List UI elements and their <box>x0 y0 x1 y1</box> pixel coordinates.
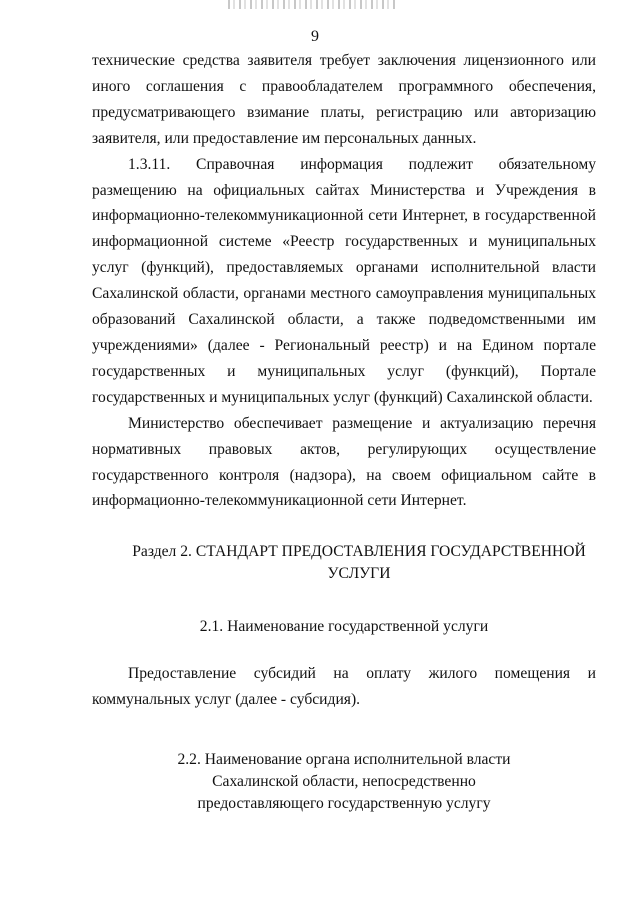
subsection-2-2-heading-line-3: предоставляющего государственную услугу <box>197 795 491 813</box>
subsection-2-2-heading-line-1: 2.2. Наименование органа исполнительной власти <box>177 751 511 769</box>
scan-artifact <box>228 0 398 9</box>
subsection-2-2-heading <box>92 749 596 815</box>
subsection-2-1-heading: 2.1. Наименование государственной услуги <box>199 618 489 636</box>
section-heading <box>92 541 596 585</box>
section-heading-line-1: Раздел 2. СТАНДАРТ ПРЕДОСТАВЛЕНИЯ ГОСУДАРСТВЕННОЙ <box>132 543 586 561</box>
document-body <box>92 48 596 815</box>
subsection-2-1-text: Предоставление субсидий на оплату жилого помещения и коммунальных услуг (далее - субсидия). <box>92 665 596 709</box>
paragraph-1-3-11: 1.3.11. Справочная информация подлежит обязательному размещению на официальных сайтах Министерства и Учреждения в информационно-телекоммуникационной сети Интернет, в государственной информационной системе «Реестр государственных и муниципальных услуг (функций), предоставляемых органами исполнительной власти Сахалинской области, органами местного самоуправления муниципальных образований Сахалинской области, а также подведомственными им учреждениями» (далее - Региональный реестр) и на Едином портале государственных и муниципальных услуг (функций), Портале государственных и муниципальных услуг (функций) Сахалинской области. <box>92 155 596 406</box>
subsection-2-2-heading-line-2: Сахалинской области, непосредственно <box>212 773 476 791</box>
page-number: 9 <box>311 28 319 45</box>
paragraph-ministry: Министерство обеспечивает размещение и актуализацию перечня нормативных правовых актов, регулирующих осуществление государственного контроля (надзора), на своем официальном сайте в информационно-телекоммуникационной сети Интернет. <box>92 414 596 510</box>
section-heading-line-2: УСЛУГИ <box>327 565 391 583</box>
paragraph-continuation: технические средства заявителя требует заключения лицензионного или иного соглашения с правообладателем программного обеспечения, предусматривающего взимание платы, регистрацию или авторизацию заявителя, или предоставление им персональных данных. <box>92 52 596 147</box>
